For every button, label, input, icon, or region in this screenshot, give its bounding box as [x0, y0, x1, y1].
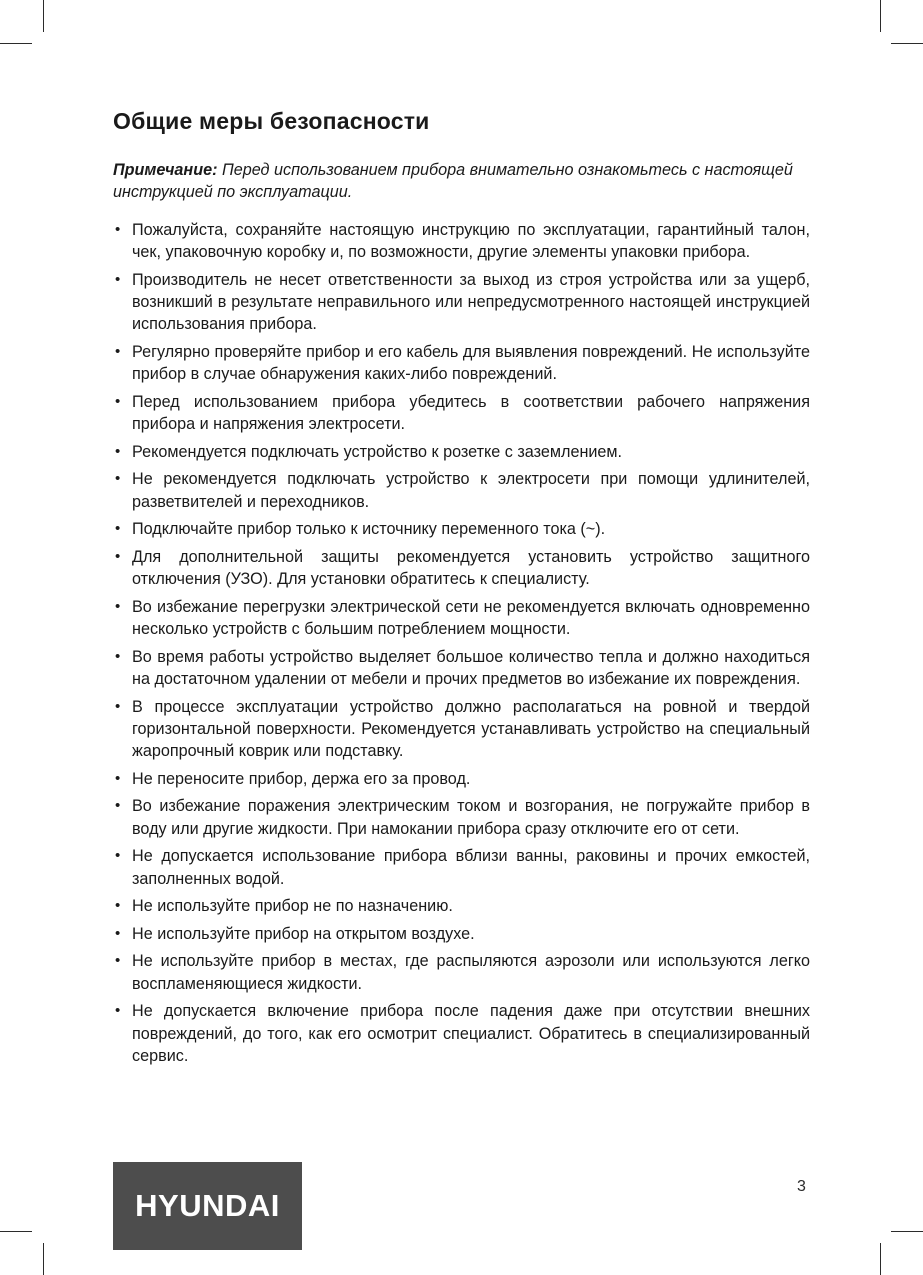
list-item [113, 950, 810, 995]
list-item [113, 696, 810, 763]
crop-mark [880, 1243, 881, 1275]
crop-mark [880, 0, 881, 32]
bullet-icon: • [115, 547, 121, 565]
bullet-icon: • [115, 470, 121, 488]
crop-mark [0, 1231, 32, 1232]
bullet-icon: • [115, 442, 121, 460]
crop-mark [43, 1243, 44, 1275]
list-item-text: В процессе эксплуатации устройство должно располагаться на ровной и твердой горизонтальной поверхности. Рекомендуется устанавливать устройство на специальный жаропрочный коврик или подставку. [132, 697, 810, 761]
brand-logo: HYUNDAI [113, 1162, 302, 1250]
list-item-text: Не используйте прибор в местах, где распыляются аэрозоли или используются легко воспламеняющиеся жидкости. [132, 952, 810, 993]
crop-mark [891, 43, 923, 44]
crop-mark [0, 43, 32, 44]
list-item [113, 341, 810, 386]
list-item [113, 895, 810, 917]
list-item-text: Перед использованием прибора убедитесь в соответствии рабочего напряжения прибора и напряжения электросети. [132, 392, 810, 434]
list-item [113, 795, 810, 840]
list-item [113, 646, 810, 691]
list-item-text: Для дополнительной защиты рекомендуется установить устройство защитного отключения (УЗО). Для установки обратитесь к специалисту. [132, 547, 810, 589]
list-item-text: Не рекомендуется подключать устройство к электросети при помощи удлинителей, разветвителей и переходников. [132, 470, 810, 511]
bullet-icon: • [115, 924, 121, 942]
list-item [113, 269, 810, 336]
list-item [113, 546, 810, 591]
list-item [113, 468, 810, 513]
list-item [113, 441, 810, 463]
list-item-text: Во избежание поражения электрическим током и возгорания, не погружайте прибор в воду или другие жидкости. При намокании прибора сразу отключите его от сети. [132, 797, 810, 838]
bullet-icon: • [115, 847, 121, 865]
note-text: Перед использованием прибора внимательно ознакомьтесь с настоящей инструкцией по эксплуатации. [113, 161, 793, 201]
bullet-icon: • [115, 597, 121, 615]
list-item-text: Не допускается использование прибора вблизи ванны, раковины и прочих емкостей, заполненных водой. [132, 847, 810, 888]
bullet-icon: • [115, 797, 121, 815]
bullet-icon: • [115, 697, 121, 715]
bullet-icon: • [115, 221, 121, 238]
bullet-icon: • [115, 769, 121, 787]
list-item-text: Регулярно проверяйте прибор и его кабель для выявления повреждений. Не используйте прибор в случае обнаружения каких-либо повреждений. [132, 343, 810, 384]
list-item-text: Подключайте прибор только к источнику переменного тока (~). [132, 520, 606, 539]
bullet-icon: • [115, 270, 121, 288]
list-item-text: Не переносите прибор, держа его за провод. [132, 769, 471, 788]
bullet-icon: • [115, 392, 121, 410]
bullet-icon: • [115, 647, 121, 665]
safety-rules-list [113, 219, 810, 1072]
bullet-icon: • [115, 343, 121, 361]
list-item [113, 391, 810, 436]
list-item-text: Не используйте прибор на открытом воздухе. [132, 924, 475, 943]
list-item-text: Пожалуйста, сохраняйте настоящую инструкцию по эксплуатации, гарантийный талон, чек, упаковочную коробку и, по возможности, другие элементы упаковки прибора. [132, 221, 810, 262]
note-paragraph [113, 159, 813, 203]
list-item [113, 518, 810, 540]
bullet-icon: • [115, 952, 121, 970]
note-label: Примечание: [113, 161, 218, 179]
bullet-icon: • [115, 520, 121, 538]
crop-mark [43, 0, 44, 32]
list-item-text: Не допускается включение прибора после падения даже при отсутствии внешних повреждений, до того, как его осмотрит специалист. Обратитесь в специализированный сервис. [132, 1002, 810, 1065]
page-number: 3 [797, 1178, 806, 1195]
list-item [113, 768, 810, 790]
list-item-text: Во избежание перегрузки электрической сети не рекомендуется включать одновременно несколько устройств с большим потреблением мощности. [132, 597, 810, 639]
list-item-text: Производитель не несет ответственности за выход из строя устройства или за ущерб, возникший в результате неправильного или непредусмотренного настоящей инструкцией использования прибора. [132, 270, 810, 334]
list-item [113, 923, 810, 945]
list-item-text: Не используйте прибор не по назначению. [132, 897, 453, 916]
page-title: Общие меры безопасности [113, 108, 430, 134]
list-item-text: Во время работы устройство выделяет большое количество тепла и должно находиться на достаточном удалении от мебели и прочих предметов во избежание их повреждения. [132, 647, 810, 689]
list-item-text: Рекомендуется подключать устройство к розетке с заземлением. [132, 442, 623, 461]
crop-mark [891, 1231, 923, 1232]
list-item [113, 596, 810, 641]
list-item [113, 845, 810, 890]
list-item [113, 219, 810, 264]
list-item [113, 1000, 810, 1067]
bullet-icon: • [115, 1002, 121, 1020]
bullet-icon: • [115, 897, 121, 915]
